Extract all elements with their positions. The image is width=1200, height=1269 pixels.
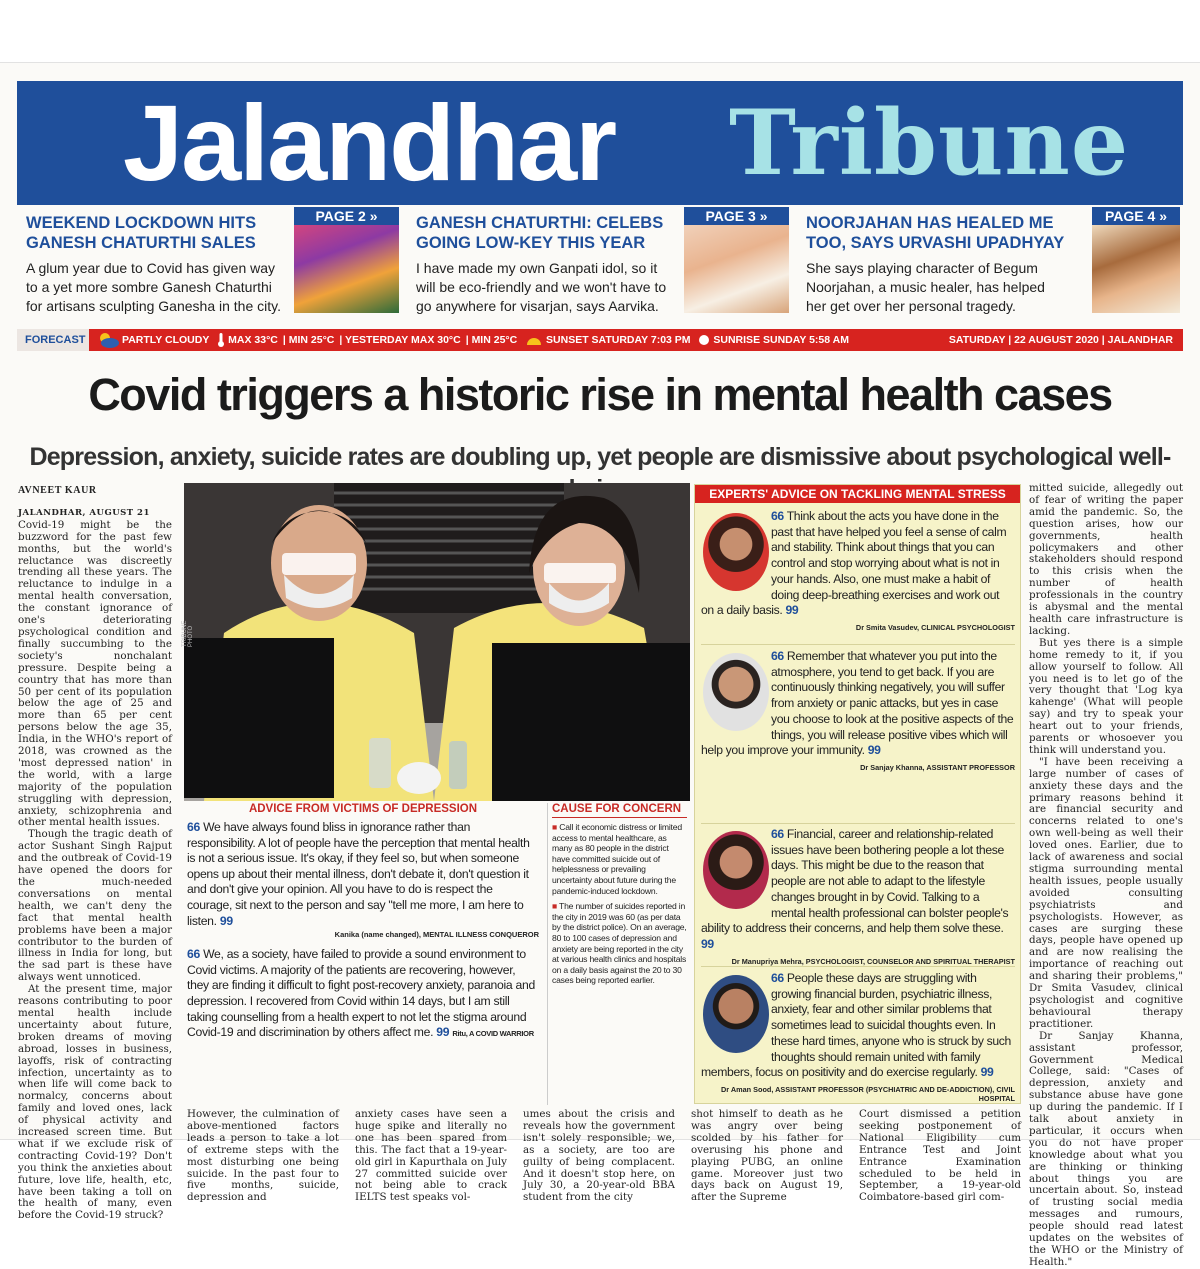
article-bottom-column-4: shot himself to death as he was angry over being scolded by his father for overusing his phone and playing PUBG, an online game. Moreover just two days back on August 19, after the Supreme bbox=[691, 1108, 843, 1204]
cause-title: CAUSE FOR CONCERN bbox=[552, 803, 687, 818]
victim-quote-text: We, as a society, have failed to provide a sound environment to Covid victims. A majority of the patients are recovering, however, they are finding it difficult to fight post-recovery anxiety, paranoia and depression. I recovered from Covid within 14 days, but I am still taking counselling from a health expert to not let the stigma around Covid-19 and discrimination by others affect me. bbox=[187, 947, 535, 1040]
subheadline: Depression, anxiety, suicide rates are doubling up, yet people are dismissive about psychological well- bbox=[29, 443, 1171, 471]
partly-cloudy-icon bbox=[95, 330, 121, 350]
forecast-sunset: SUNSET SATURDAY 7:03 PM bbox=[546, 334, 691, 346]
masthead bbox=[17, 81, 1183, 205]
article-photo bbox=[184, 483, 690, 801]
cause-point: ■ Call it economic distress or limited access to mental healthcare, as many as 80 people in the district have committed suicide out of helplessness or prevailing uncertainty about future during the pandemic-induced lockdown. bbox=[552, 822, 682, 896]
forecast-min: MIN 25°C bbox=[288, 334, 335, 346]
article-bottom-column-3: umes about the crisis and reveals how the government isn't solely responsible; we, as a society, are too are guilty of being complacent. And it doesn't stop here, on July 30, a 20-year-old BBA student from the city bbox=[523, 1108, 675, 1204]
expert-attribution: Dr Manupriya Mehra, PSYCHOLOGIST, COUNSELOR AND SPIRITUAL THERAPIST bbox=[731, 956, 1015, 966]
victim-quote-1 bbox=[187, 820, 539, 929]
expert-photo bbox=[703, 975, 769, 1053]
photo-credit: TRIBUNE PHOTO bbox=[182, 620, 194, 647]
article-bottom-column-5: Court dismissed a petition seeking postponement of National Eligibility cum Entrance Test and Joint Entrance Examination scheduled to be held in September, a 19-year-old Coimbatore-based girl com- bbox=[859, 1108, 1021, 1204]
victim-quote-text: We have always found bliss in ignorance rather than responsibility. A lot of people have the perception that mental health is not a serious issue. It's okay, if they feel so, but when someone opens up about their mental illness, don't debate it, don't question it and don't give your opinion. All you have to do is respect the courage, sit next to the person and say "tell me more, I am here to listen. bbox=[187, 820, 530, 928]
teaser-headline: NOORJAHAN HAS HEALED ME TOO, SAYS URVASHI UPADHYAY bbox=[806, 214, 1065, 252]
expert-attribution: Dr Aman Sood, ASSISTANT PROFESSOR (PSYCHIATRIC AND DE-ADDICTION), CIVIL HOSPITAL bbox=[720, 1084, 1015, 1103]
sunset-icon bbox=[525, 334, 543, 346]
victims-title: ADVICE FROM VICTIMS OF DEPRESSION bbox=[248, 803, 478, 815]
article-column-right bbox=[1029, 482, 1183, 1268]
expert-quote: People these days are struggling with growing financial burden, psychiatric illness, anxiety, fear and other similar problems that sometimes lead to suicidal thoughts even. In these hard times, anyone who is struck by such thoughts should remain united with family members, focus on positivity and do exercise regularly. bbox=[701, 971, 1011, 1080]
newspaper-page bbox=[0, 62, 1200, 1268]
experts-title: EXPERTS' ADVICE ON TACKLING MENTAL STRESS bbox=[695, 485, 1020, 503]
quote-open-icon: 66 bbox=[771, 827, 784, 841]
forecast-sunrise: SUNRISE SUNDAY 5:58 AM bbox=[713, 334, 849, 346]
forecast-max: MAX 33°C bbox=[228, 334, 278, 346]
teaser-text: A glum year due to Covid has given way to a yet more sombre Ganesh Chaturthi for artisans sculpting Ganesha in the city. bbox=[26, 260, 281, 314]
quote-close-icon: 99 bbox=[436, 1025, 450, 1040]
bullet-icon: ■ bbox=[552, 822, 557, 832]
expert-attribution: Dr Smita Vasudev, CLINICAL PSYCHOLOGIST bbox=[855, 622, 1015, 632]
expert-2 bbox=[701, 649, 1015, 772]
teaser-photo bbox=[1092, 221, 1180, 313]
forecast-yesterday-max: YESTERDAY MAX 30°C bbox=[345, 334, 461, 346]
expert-photo bbox=[703, 513, 769, 591]
article-bottom-column-1: However, the culmination of above-mentioned factors leads a person to take a lot of extreme steps with the most disturbing one being suicide. In the past four to five months, suicide, depression and bbox=[187, 1108, 339, 1204]
forecast-condition: PARTLY CLOUDY bbox=[122, 334, 210, 346]
quote-open-icon: 66 bbox=[771, 971, 784, 985]
bullet-icon: ■ bbox=[552, 901, 557, 912]
article-paragraph: mitted suicide, allegedly out of fear of writing the paper amid the pandemic. So, the question arises, how our governments, health policymakers and other stakeholders should respond to this crisis when the number of health professionals in the country is abysmal and the mental health care infrastructure is lacking. bbox=[1029, 482, 1183, 637]
page-label[interactable]: PAGE 4 » bbox=[1092, 207, 1180, 225]
teaser-text: I have made my own Ganpati idol, so it will be eco-friendly and we won't have to go anywhere for visarjan, says Aarvika. bbox=[416, 260, 667, 314]
expert-attribution: Dr Sanjay Khanna, ASSISTANT PROFESSOR bbox=[860, 762, 1015, 772]
expert-3 bbox=[701, 827, 1015, 966]
teaser-text: She says playing character of Begum Noorjahan, a music healer, has helped her get over her personal tragedy. bbox=[806, 260, 1045, 314]
issue-dateline: SATURDAY | 22 AUGUST 2020 | JALANDHAR bbox=[948, 334, 1173, 346]
masthead-jalandhar: Jalandhar bbox=[123, 82, 616, 203]
masthead-tribune: Tribune bbox=[729, 90, 1130, 196]
quote-close-icon: 99 bbox=[980, 1065, 994, 1080]
article-bottom-column-2: anxiety cases have seen a huge spike and literally no one has been spared from this. The fact that a 19-year-old girl in Kapurthala on July 27 committed suicide over not being able to crack IELTS test speaks vol- bbox=[355, 1108, 507, 1204]
expert-quote: Financial, career and relationship-related issues have been bothering people a lot these days. This might be due to the reason that people are not able to adapt to the lifestyle changes brought in by Covid. Talking to a mental health professional can bolster people's ability to address their concerns, and help them solve these. bbox=[701, 827, 1009, 936]
quote-close-icon: 99 bbox=[701, 936, 714, 951]
expert-4 bbox=[701, 971, 1015, 1103]
teaser-headline: GANESH CHATURTHI: CELEBS GOING LOW-KEY THIS YEAR bbox=[416, 214, 664, 252]
quote-open-icon: 66 bbox=[771, 649, 784, 663]
article-column-1 bbox=[18, 485, 172, 1222]
victim-attribution: Kanika (name changed), MENTAL ILLNESS CONQUEROR bbox=[334, 930, 539, 940]
cause-for-concern-box bbox=[547, 803, 687, 1105]
article-paragraph: Though the tragic death of actor Sushant Singh Rajput and the outbreak of Covid-19 have opened the doors for the much-needed conversations on mental health, we can't deny the fact that mental health problems have been a major contributor to the burden of illness in India for long, but the sad part is these have always went unnoticed. bbox=[18, 828, 172, 984]
victim-quote-2 bbox=[187, 947, 539, 1042]
forecast-strip: FORECAST PARTLY CLOUDY MAX 33°C | MIN 25°C | YESTERDAY MAX 30°C | MIN 25°C SUNSET SATURDAY 7:03 PM SUNRISE SUNDAY 5:58 AM SATURDAY | 22 AUGUST 2020 | JALANDHAR bbox=[17, 329, 1183, 351]
forecast-label: FORECAST bbox=[17, 329, 89, 351]
victims-advice-box bbox=[187, 803, 539, 1105]
victim-attribution: Ritu, A COVID WARRIOR bbox=[452, 1029, 534, 1039]
quote-close-icon: 99 bbox=[219, 913, 233, 928]
quote-close-icon: 99 bbox=[785, 603, 799, 618]
photo-illustration bbox=[184, 483, 690, 801]
article-paragraph: At the present time, major reasons contributing to poor mental health include uncertainty about future, broken dreams of moving abroad, losses in business, layoffs, risk of contracting infection, uncertainty as to when life will come back to normalcy, concerns about family and loved ones, lack of physical activity and increased screen time. But what if we exclude risk of contracting Covid-19? Don't you think the anxieties about future, love life, health, etc, have been taking a toll on the health of many, even before the Covid-19 struck? bbox=[18, 983, 172, 1222]
article-paragraph: "I have been receiving a large number of cases of anxiety these days and the primary reasons behind it are financial security and concerns related to one's own well-being as well their loved ones. Earlier, due to lack of awareness and social stigma surrounding mental health issues, people usually avoided consulting psychiatrists and psychologists. However, as cases are surging these days, people have opened up and are now realising the importance of reaching out and sharing their problems," Dr Smita Vasudev, clinical psychologist and cognitive behavioural therapy practitioner. bbox=[1029, 755, 1183, 1030]
sunrise-icon bbox=[698, 334, 710, 346]
expert-quote: Remember that whatever you put into the atmosphere, you tend to get back. If you are continuously thinking negatively, you will suffer from anxiety or panic attacks, but yes in case you choose to look at the positive aspects of the things, you will release positive vibes which will help you improve your immunity. bbox=[701, 649, 1014, 758]
forecast-yesterday-min: MIN 25°C bbox=[471, 334, 518, 346]
page-label[interactable]: PAGE 3 » bbox=[684, 207, 789, 225]
quote-open-icon: 66 bbox=[771, 509, 784, 523]
page-label[interactable]: PAGE 2 » bbox=[294, 207, 399, 225]
quote-close-icon: 99 bbox=[867, 743, 881, 758]
article-paragraph: But yes there is a simple home remedy to it, if you allow yourself to follow. All you need is to let go of the very thought that 'Log kya kahenge' (What will people say) and try to speak your heart out to your friends, parents or whosoever you think will understand you. bbox=[1029, 636, 1183, 756]
article-paragraph: Covid-19 might be the buzzword for the past few months, but the world's reluctance was discreetly trending all these years. The reluctance to indulge in a mental health conversation, the constant ignorance of one's deteriorating psychological condition and finally succumbing to the society's nonchalant pressure. Despite being a country that has more than 50 per cent of its population below the age of 25 and more than 65 per cent persons below the age 35, India, in the WHO's report of 2018, was crowned as the 'most depressed nation' in the world, with a large majority of the population struggling with depression, anxiety, schizophrenia and other mental health issues. bbox=[18, 518, 172, 829]
divider bbox=[701, 644, 1015, 645]
expert-quote: Think about the acts you have done in the past that have helped you feel a sense of calm and stability. Think about things that you can control and stop worrying about what is not in your hands. Also, one must make a habit of doing deep-breathing exercises and work out on a daily basis. bbox=[701, 509, 1007, 618]
divider bbox=[701, 966, 1015, 967]
article-paragraph: Dr Sanjay Khanna, assistant professor, Government Medical College, said: "Cases of depression, anxiety and substance abuse have gone up during the pandemic. If I talk about anxiety in particular, it occurs when you do not have proper knowledge about what you are thinking or thinking about things you are uncertain about. So, instead of trusting social media messages and rumours, people should read latest updates on the websites of the WHO or the Ministry of Health." bbox=[1029, 1029, 1183, 1268]
experts-advice-box bbox=[694, 484, 1021, 1104]
dateline: JALANDHAR, AUGUST 21 bbox=[18, 507, 150, 518]
teaser-photo bbox=[684, 221, 789, 313]
expert-1 bbox=[701, 509, 1015, 632]
quote-open-icon: 66 bbox=[187, 820, 200, 834]
divider bbox=[701, 823, 1015, 824]
quote-open-icon: 66 bbox=[187, 947, 200, 962]
expert-photo bbox=[703, 831, 769, 909]
thermometer-icon bbox=[217, 333, 225, 347]
teaser-headline: WEEKEND LOCKDOWN HITS GANESH CHATURTHI SALES bbox=[26, 214, 257, 252]
teaser-photo bbox=[294, 221, 399, 313]
main-headline: Covid triggers a historic rise in mental health cases bbox=[88, 369, 1112, 420]
byline: AVNEET KAUR bbox=[18, 485, 97, 496]
cause-point: ■ The number of suicides reported in the city in 2019 was 60 (as per data by the district police). On an average, 80 to 100 cases of depression and anxiety are being reported in the city at various health clinics and hospitals on a daily basis against the 20 to 30 cases being reported earlier. bbox=[552, 901, 687, 986]
expert-photo bbox=[703, 653, 769, 731]
